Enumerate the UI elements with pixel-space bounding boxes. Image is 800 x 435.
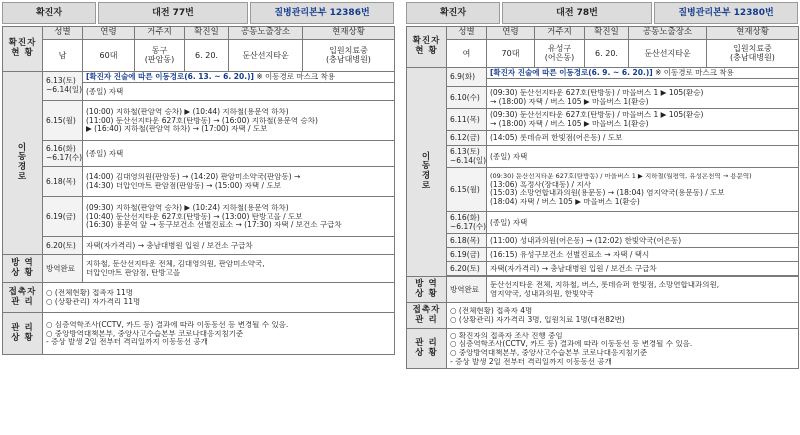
right-val-current-status: 입원치료중 (충남대병원) bbox=[707, 39, 799, 67]
left-val-age: 60대 bbox=[83, 39, 135, 71]
left-route-line: (종일) 자택 bbox=[83, 141, 395, 167]
right-route-date: 6.20(토) bbox=[447, 262, 487, 276]
left-route-line: (10:40) 둔산선지타운 627호(탄방동) → (13:00) 탄방고을 / 도보 bbox=[86, 212, 303, 221]
right-header bbox=[406, 0, 798, 26]
right-agency-number: 질병관리본부 12380번 bbox=[654, 2, 798, 24]
left-section-route: 이 동 경 로 bbox=[3, 71, 43, 255]
left-contacts-line: ○ (전체현황) 접촉자 11명 bbox=[46, 289, 134, 298]
right-route-line bbox=[487, 79, 799, 87]
left-manage-line: - 증상 발생 2일 전부터 격리일까지 이동동선 공개 bbox=[46, 338, 208, 347]
right-route-line: (종일) 자택 bbox=[487, 146, 799, 168]
right-route-line: (09:30) 둔산선지타운 627호(탄방동) / 마을버스 1 ▶ 105(환승) bbox=[490, 111, 704, 120]
left-col-current-status: 현재상황 bbox=[303, 27, 395, 40]
right-val-age: 70대 bbox=[487, 39, 535, 67]
left-quarantine-line: 더압인마트 판암점, 탄방고을 bbox=[86, 268, 181, 277]
left-route-date: 6.18(목) bbox=[43, 167, 83, 197]
right-route-lines bbox=[487, 87, 799, 109]
right-route-line: (14:05) 롯데슈퍼 한빛점(어은동) / 도보 bbox=[487, 131, 799, 146]
left-val-current-status: 입원치료중 (충남대병원) bbox=[303, 39, 395, 71]
right-col-shared-exposure: 공동노출장소 bbox=[629, 27, 707, 40]
right-route-title: [확진자 진술에 따른 이동경로(6. 9. ~ 6. 20.)] ※ 이동경로 마스크 착용 bbox=[487, 67, 799, 79]
left-section-contacts: 접촉자 관 리 bbox=[3, 283, 43, 313]
right-manage-line: ○ 심층역학조사(CCTV, 카드 등) 결과에 따라 이동동선 등 변경될 수 있음. bbox=[450, 340, 693, 349]
right-route-date: 6.16(화) ~6.17(수) bbox=[447, 212, 487, 234]
right-route-line: → (18:00) 자택 / 버스 105 ▶ 마을버스 1(환승) bbox=[490, 119, 649, 128]
right-section-route: 이 동 경 로 bbox=[407, 67, 447, 277]
right-section-quarantine: 방 역 상 황 bbox=[407, 277, 447, 303]
right-route-date: 6.10(수) bbox=[447, 87, 487, 109]
left-val-sex: 남 bbox=[43, 39, 83, 71]
left-route-date: 6.15(월) bbox=[43, 101, 83, 141]
left-header bbox=[2, 0, 394, 26]
left-agency-number: 질병관리본부 12386번 bbox=[250, 2, 394, 24]
left-route-line: 자택(자가격리) → 충남대병원 입원 / 보건소 구급차 bbox=[83, 237, 395, 255]
left-contacts bbox=[43, 283, 395, 313]
right-route-line: (09:30) 둔산선지타운 627호(탄방동) / 마을버스 1 ▶ 105(환승) bbox=[490, 89, 704, 98]
right-route-line: (11:00) 성내과의원(어은동) → (12:02) 한빛약국(어은동) bbox=[487, 234, 799, 248]
right-quarantine-places bbox=[487, 277, 799, 303]
left-case-number: 대전 77번 bbox=[98, 2, 248, 24]
right-route-date: 6.19(금) bbox=[447, 248, 487, 262]
left-section-quarantine: 방 역 상 황 bbox=[3, 255, 43, 283]
left-route-date: 6.19(금) bbox=[43, 197, 83, 237]
left-route-lines bbox=[83, 197, 395, 237]
left-section-manage: 관 리 상 황 bbox=[3, 313, 43, 355]
right-col-age: 연령 bbox=[487, 27, 535, 40]
right-contacts bbox=[447, 303, 799, 329]
right-route-date: 6.18(목) bbox=[447, 234, 487, 248]
right-route-date: 6.15(월) bbox=[447, 168, 487, 212]
left-route-line: (11:00) 둔산선지타운 627호(탄방동) → (16:00) 지하철(용문역 승차) bbox=[86, 116, 318, 125]
right-route-date: 6.9(화) bbox=[447, 67, 487, 87]
left-route-date: 6.13(토) ~6.14(일) bbox=[43, 71, 83, 101]
left-quarantine-line: 지하철, 둔산선지타운 전체, 김대영의원, 판암미소약국, bbox=[86, 260, 265, 269]
left-case-table bbox=[2, 26, 395, 355]
right-route-line: (13:06) 흑정사(장대동) / 지사 bbox=[490, 180, 591, 189]
right-route-lines bbox=[487, 168, 799, 212]
left-header-tab: 확진자 bbox=[2, 2, 96, 24]
right-route-line: (종일) 자택 bbox=[487, 212, 799, 234]
left-route-line: (14:30) 더압인마트 판암점(판암동) → (15:00) 자택 / 도보 bbox=[86, 181, 281, 190]
right-col-residence: 거주지 bbox=[535, 27, 585, 40]
left-quarantine-label: 방역완료 bbox=[43, 255, 83, 283]
right-col-sex: 성별 bbox=[447, 27, 487, 40]
right-route-line: (16:15) 유성구보건소 선별진료소 → 자택 / 택시 bbox=[487, 248, 799, 262]
right-route-lines bbox=[487, 109, 799, 131]
right-contacts-line: ○ (전체현황) 접촉자 4명 bbox=[450, 307, 533, 316]
left-contacts-line: ○ (상황관리) 자가격리 11명 bbox=[46, 297, 141, 306]
left-route-date: 6.20(토) bbox=[43, 237, 83, 255]
left-manage bbox=[43, 313, 395, 355]
left-val-shared-exposure: 둔산선지타운 bbox=[229, 39, 303, 71]
left-route-line: (10:00) 지하철(판암역 승차) ▶ (10:44) 지하철(용문역 하차) bbox=[86, 107, 289, 116]
right-manage-line: ○ 중앙방역대책본부, 중앙사고수습본부 코로나대응지침기준 bbox=[450, 348, 648, 357]
right-route-line: 자택(자가격리) → 충남대병원 입원 / 보건소 구급차 bbox=[487, 262, 799, 276]
left-section-status: 확진자 현 황 bbox=[3, 27, 43, 72]
left-col-shared-exposure: 공동노출장소 bbox=[229, 27, 303, 40]
left-manage-line: ○ 심층역학조사(CCTV, 카드 등) 결과에 따라 이동동선 등 변경될 수 있음. bbox=[46, 320, 289, 329]
right-val-sex: 여 bbox=[447, 39, 487, 67]
right-manage-line: - 증상 발생 2일 전부터 격리일까지 이동동선 공개 bbox=[450, 357, 612, 366]
left-route-lines bbox=[83, 101, 395, 141]
right-val-residence: 유성구 (어은동) bbox=[535, 39, 585, 67]
right-section-manage: 관 리 상 황 bbox=[407, 329, 447, 369]
right-val-shared-exposure: 둔산선지타운 bbox=[629, 39, 707, 67]
right-col-current-status: 현재상황 bbox=[707, 27, 799, 40]
right-val-confirmed-date: 6. 20. bbox=[585, 39, 629, 67]
left-route-line: (16:30) 용문역 앞 → 동구보건소 선별진료소 → (17:30) 자택 / 보건소 구급차 bbox=[86, 221, 342, 230]
left-route-line: ▶ (16:40) 지하철(판암역 하차) → (17:00) 자택 / 도보 bbox=[86, 125, 268, 134]
left-route-line: (09:30) 지하철(판암역 승차) ▶ (10:24) 지하철(용문역 하차) bbox=[86, 203, 289, 212]
left-col-residence: 거주지 bbox=[135, 27, 185, 40]
left-quarantine-places bbox=[83, 255, 395, 283]
right-case-table bbox=[406, 26, 799, 369]
right-col-confirmed-date: 확진일 bbox=[585, 27, 629, 40]
left-col-confirmed-date: 확진일 bbox=[185, 27, 229, 40]
left-manage-line: ○ 중앙방역대책본부, 중앙사고수습본부 코로나대응지침기준 bbox=[46, 329, 244, 338]
left-val-confirmed-date: 6. 20. bbox=[185, 39, 229, 71]
right-case-panel bbox=[406, 0, 798, 435]
left-col-age: 연령 bbox=[83, 27, 135, 40]
right-route-date: 6.11(목) bbox=[447, 109, 487, 131]
left-val-residence: 동구 (판암동) bbox=[135, 39, 185, 71]
left-case-panel bbox=[2, 0, 394, 435]
right-quarantine-line: 염지약국, 성내과의원, 한빛약국 bbox=[490, 289, 594, 298]
right-route-line: (15:03) 소망연합내과의원(용문동) → (18:04) 염지약국(용문동) / 도보 bbox=[490, 189, 725, 198]
right-quarantine-label: 방역완료 bbox=[447, 277, 487, 303]
left-col-sex: 성별 bbox=[43, 27, 83, 40]
left-route-lines bbox=[83, 167, 395, 197]
right-case-number: 대전 78번 bbox=[502, 2, 652, 24]
right-route-line: (09:30) 둔산선지타운 627호(탄방동) / 마을버스 1 ▶ 지하철(월평역, 유성온천역 → 용문역) bbox=[490, 173, 752, 181]
left-route-line: (종일) 자택 bbox=[83, 83, 395, 101]
right-manage-line: ○ 확진자의 접촉자 조사 진행 중임 bbox=[450, 331, 563, 340]
right-route-date: 6.12(금) bbox=[447, 131, 487, 146]
right-quarantine-line: 둔산선지타운 전체, 지하철, 버스, 롯데슈퍼 한빛점, 소망연합내과의원, bbox=[490, 281, 720, 290]
right-route-line: (18:04) 자택 / 버스 105 ▶ 마을버스 1(환승) bbox=[490, 197, 640, 206]
right-contacts-line: ○ (상황관리) 자가격리 3명, 입원치료 1명(대전82번) bbox=[450, 315, 625, 324]
left-route-line: (14:00) 김대영의원(판암동) → (14:20) 판암미소약국(판암동) → bbox=[86, 173, 301, 182]
right-section-status: 확진자 현 황 bbox=[407, 27, 447, 68]
left-route-title: [확진자 진술에 따른 이동경로(6. 13. ~ 6. 20.)] ※ 이동경로 마스크 착용 bbox=[83, 71, 395, 83]
right-route-line: → (18:00) 자택 / 버스 105 ▶ 마을버스 1(환승) bbox=[490, 97, 649, 106]
right-manage bbox=[447, 329, 799, 369]
right-route-date: 6.13(토) ~6.14(일) bbox=[447, 146, 487, 168]
right-section-contacts: 접촉자 관 리 bbox=[407, 303, 447, 329]
left-route-date: 6.16(화) ~6.17(수) bbox=[43, 141, 83, 167]
right-header-tab: 확진자 bbox=[406, 2, 500, 24]
